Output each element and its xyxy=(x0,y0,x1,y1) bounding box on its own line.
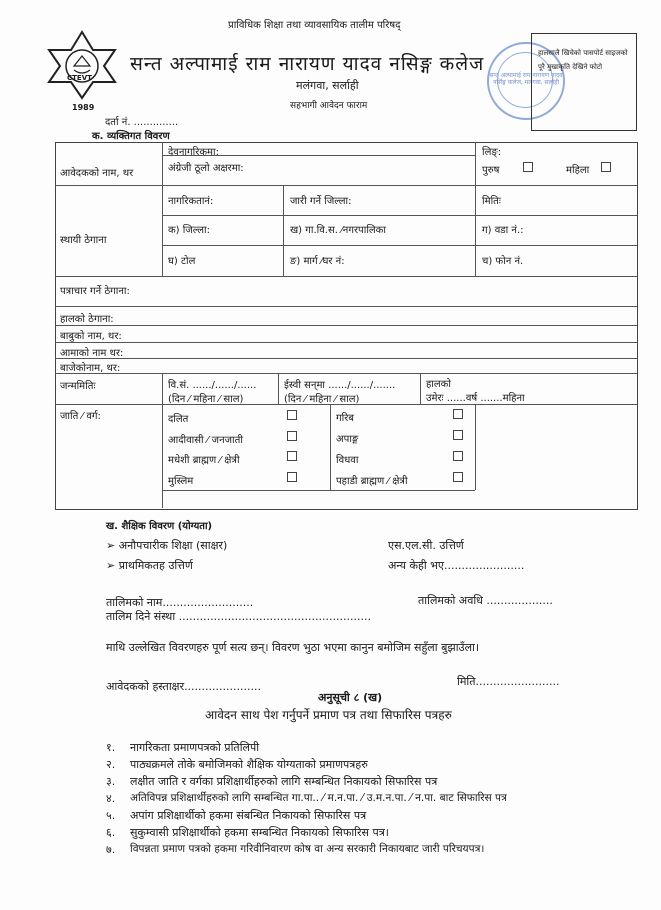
gender-label: लिङ्: xyxy=(482,147,502,158)
muslim-label: मुस्लिम xyxy=(168,476,194,487)
adivasi-checkbox[interactable] xyxy=(287,431,297,441)
registration-number[interactable]: दर्ता नं. .............. xyxy=(105,117,179,128)
list-item-number: २. xyxy=(106,758,116,771)
logo-year: 1989 xyxy=(72,103,95,112)
madhesi-label: मधेशी ब्राह्मण ⁄ क्षेत्री xyxy=(168,455,240,466)
stamp-text: सन्त अल्पामाई राम नारायण यादव नर्सिङ्ग कलेज, मलंगवा, सर्लाही xyxy=(489,72,563,86)
primary-education-option[interactable]: ➢ प्राथमिकतह उत्तिर्ण xyxy=(106,559,193,572)
caste-label: जाति ⁄ वर्ग: xyxy=(60,411,101,422)
dob-ad-format: (दिन ⁄ महिना ⁄ साल) xyxy=(284,394,360,405)
mother-name-label: आमाको नाम थर: xyxy=(60,348,124,359)
female-label: महिला xyxy=(566,165,590,176)
date-field[interactable]: मितिः xyxy=(482,196,501,207)
current-age-field[interactable]: उमेरः ......वर्ष .......महिना xyxy=(426,393,525,404)
father-name-label: बाबुको नाम, थर: xyxy=(60,331,122,342)
primary-education-label: प्राथमिकतह उत्तिर्ण xyxy=(118,559,193,572)
female-checkbox[interactable] xyxy=(601,162,611,172)
dalit-label: दलित xyxy=(168,414,189,425)
hill-brahmin-label: पहाडी ब्राह्मण ⁄ क्षेत्री xyxy=(336,476,408,487)
permanent-address-label: स्थायी ठेगाना xyxy=(60,235,107,246)
adivasi-label: आदीवासी ⁄ जनजाती xyxy=(168,435,243,446)
dob-bs-format: (दिन ⁄ महिना ⁄ साल) xyxy=(168,394,244,405)
dob-bs-field[interactable]: वि.सं. ....../....../...... xyxy=(168,380,257,391)
widow-checkbox[interactable] xyxy=(453,451,463,461)
list-item: लक्षीत जाति र वर्गका प्रशिक्षार्थीहरुको लागि सम्बन्धित निकायको सिफारिस पत्र xyxy=(130,775,438,788)
tole-field[interactable]: घ) टोल xyxy=(168,256,196,267)
photo-box-text: हालसालै खिचेको पासपोर्ट साइजको पूरै मुखाकृति देखिने फोटो xyxy=(538,49,628,71)
section-b-title: ख. शैक्षिक विवरण (योग्यता) xyxy=(106,521,213,532)
applicant-name-label: आवेदकको नाम, थर xyxy=(60,168,134,179)
list-item: विपन्नता प्रमाण पत्रको हकमा गरिवीनिवारण कोष वा अन्य सरकारी निकायबाट जारी परिचयपत्र। xyxy=(130,843,485,855)
dob-ad-field[interactable]: ईस्वी सन्‌मा ....../....../....... xyxy=(284,380,396,391)
informal-education-label: अनौपचारीक शिक्षा (साक्षर) xyxy=(118,539,228,552)
section-a-title: क. व्यक्तिगत विवरण xyxy=(92,131,170,142)
current-age-label: हालको xyxy=(426,379,451,390)
widow-label: विधवा xyxy=(336,455,359,466)
list-item-number: ७. xyxy=(106,843,116,856)
disabled-checkbox[interactable] xyxy=(453,430,463,440)
devanagari-name-field[interactable]: देवनागरिकमा: xyxy=(168,147,219,158)
hill-brahmin-checkbox[interactable] xyxy=(453,472,463,482)
vdc-field[interactable]: ख) गा.वि.स. ⁄नगरपालिका xyxy=(290,225,386,236)
grandfather-name-label: बाजेकोनाम, थर: xyxy=(60,363,121,374)
college-name: सन्त अल्पामाई राम नारायण यादव नसिङ्ग कलेज xyxy=(130,53,485,75)
list-item-number: ३. xyxy=(106,775,116,788)
applicant-signature-field[interactable]: आवेदकको हस्ताक्षर...................... xyxy=(106,680,261,693)
disabled-label: अपाङ्ग xyxy=(336,434,359,445)
dob-label: जन्ममितिः xyxy=(60,381,96,392)
male-checkbox[interactable] xyxy=(523,162,533,172)
list-item: पाठ्यक्रमले तोके बमोजिमको शैक्षिक योग्यताको प्रमाणपत्रहरु xyxy=(130,758,368,771)
annex-subtitle: आवेदन साथ पेश गर्नुपर्ने प्रमाण पत्र तथा सिफारिस पत्रहरु xyxy=(205,708,452,722)
signature-date-field[interactable]: मिति........................ xyxy=(457,675,560,688)
male-label: पुरुष xyxy=(482,165,500,176)
list-item: सुकुम्वासी प्रशिक्षार्थीको हकमा सम्बन्धित निकायको सिफारिस पत्र। xyxy=(130,826,389,839)
mailing-address-label: पत्राचार गर्ने ठेगाना: xyxy=(60,286,130,297)
ctevt-logo xyxy=(35,30,130,112)
madhesi-checkbox[interactable] xyxy=(287,451,297,461)
informal-education-option[interactable]: ➢ अनौपचारीक शिक्षा (साक्षर) xyxy=(106,539,228,552)
poor-checkbox[interactable] xyxy=(453,409,463,419)
list-item: नागरिकता प्रमाणपत्रको प्रतिलिपी xyxy=(130,741,260,754)
declaration-text: माथि उल्लेखित विवरणहरु पूर्ण सत्य छन्। विवरण भुठा भएमा कानुन बमोजिम सहुँला बुझाउँला। xyxy=(106,641,480,654)
muslim-checkbox[interactable] xyxy=(287,472,297,482)
list-item-number: ६. xyxy=(106,826,116,839)
training-name-field[interactable]: तालिमको नाम.......................... xyxy=(106,596,254,609)
citizenship-field[interactable]: नागरिकतानं: xyxy=(168,196,214,207)
english-name-field[interactable]: अंग्रेजी ठूलो अक्षरमा: xyxy=(168,163,244,174)
slc-passed-label: एस.एल.सी. उत्तिर्ण xyxy=(388,539,464,552)
photo-box[interactable] xyxy=(531,33,637,131)
college-location: मलंगवा, सर्लाही xyxy=(296,79,359,92)
list-item: अपांग प्रशिक्षार्थीको हकमा संबन्धित निकायको सिफारिस पत्र xyxy=(130,809,367,822)
current-address-label: हालको ठेगाना: xyxy=(60,314,114,325)
other-education-field[interactable]: अन्य केही भए....................... xyxy=(388,559,525,572)
dalit-checkbox[interactable] xyxy=(287,410,297,420)
district-field[interactable]: क) जिल्ला: xyxy=(168,225,211,236)
training-institute-field[interactable]: तालिम दिने संस्था ....................................................... xyxy=(106,610,371,623)
annex-title: अनुसूची ८ (ख) xyxy=(318,691,383,704)
training-duration-field[interactable]: तालिमको अवधि ................... xyxy=(418,594,553,607)
logo-label: CTEVT xyxy=(67,74,92,82)
council-name: प्राविधिक शिक्षा तथा व्यावसायिक तालीम परिषद् xyxy=(228,20,401,31)
ward-field[interactable]: ग) वडा नं.: xyxy=(482,225,524,236)
list-item-number: ४. xyxy=(106,792,116,805)
list-item: अतिविपन्न प्रशिक्षार्थीहरुको लागि सम्बन्धित गा.पा.. ⁄ म.न.पा. ⁄ उ.म.न.पा. ⁄ न.पा. बाट सिफारिस पत्र xyxy=(130,792,507,804)
form-type: सहभागी आवेदन फाराम xyxy=(290,101,368,111)
poor-label: गरिब xyxy=(336,413,355,424)
marg-field[interactable]: ङ) मार्ग ⁄घर नं: xyxy=(290,256,345,267)
issued-district-field[interactable]: जारी गर्ने जिल्ला: xyxy=(290,196,352,207)
phone-field[interactable]: च) फोन नं. xyxy=(482,256,524,267)
list-item-number: १. xyxy=(106,741,116,754)
list-item-number: ५. xyxy=(106,809,116,822)
